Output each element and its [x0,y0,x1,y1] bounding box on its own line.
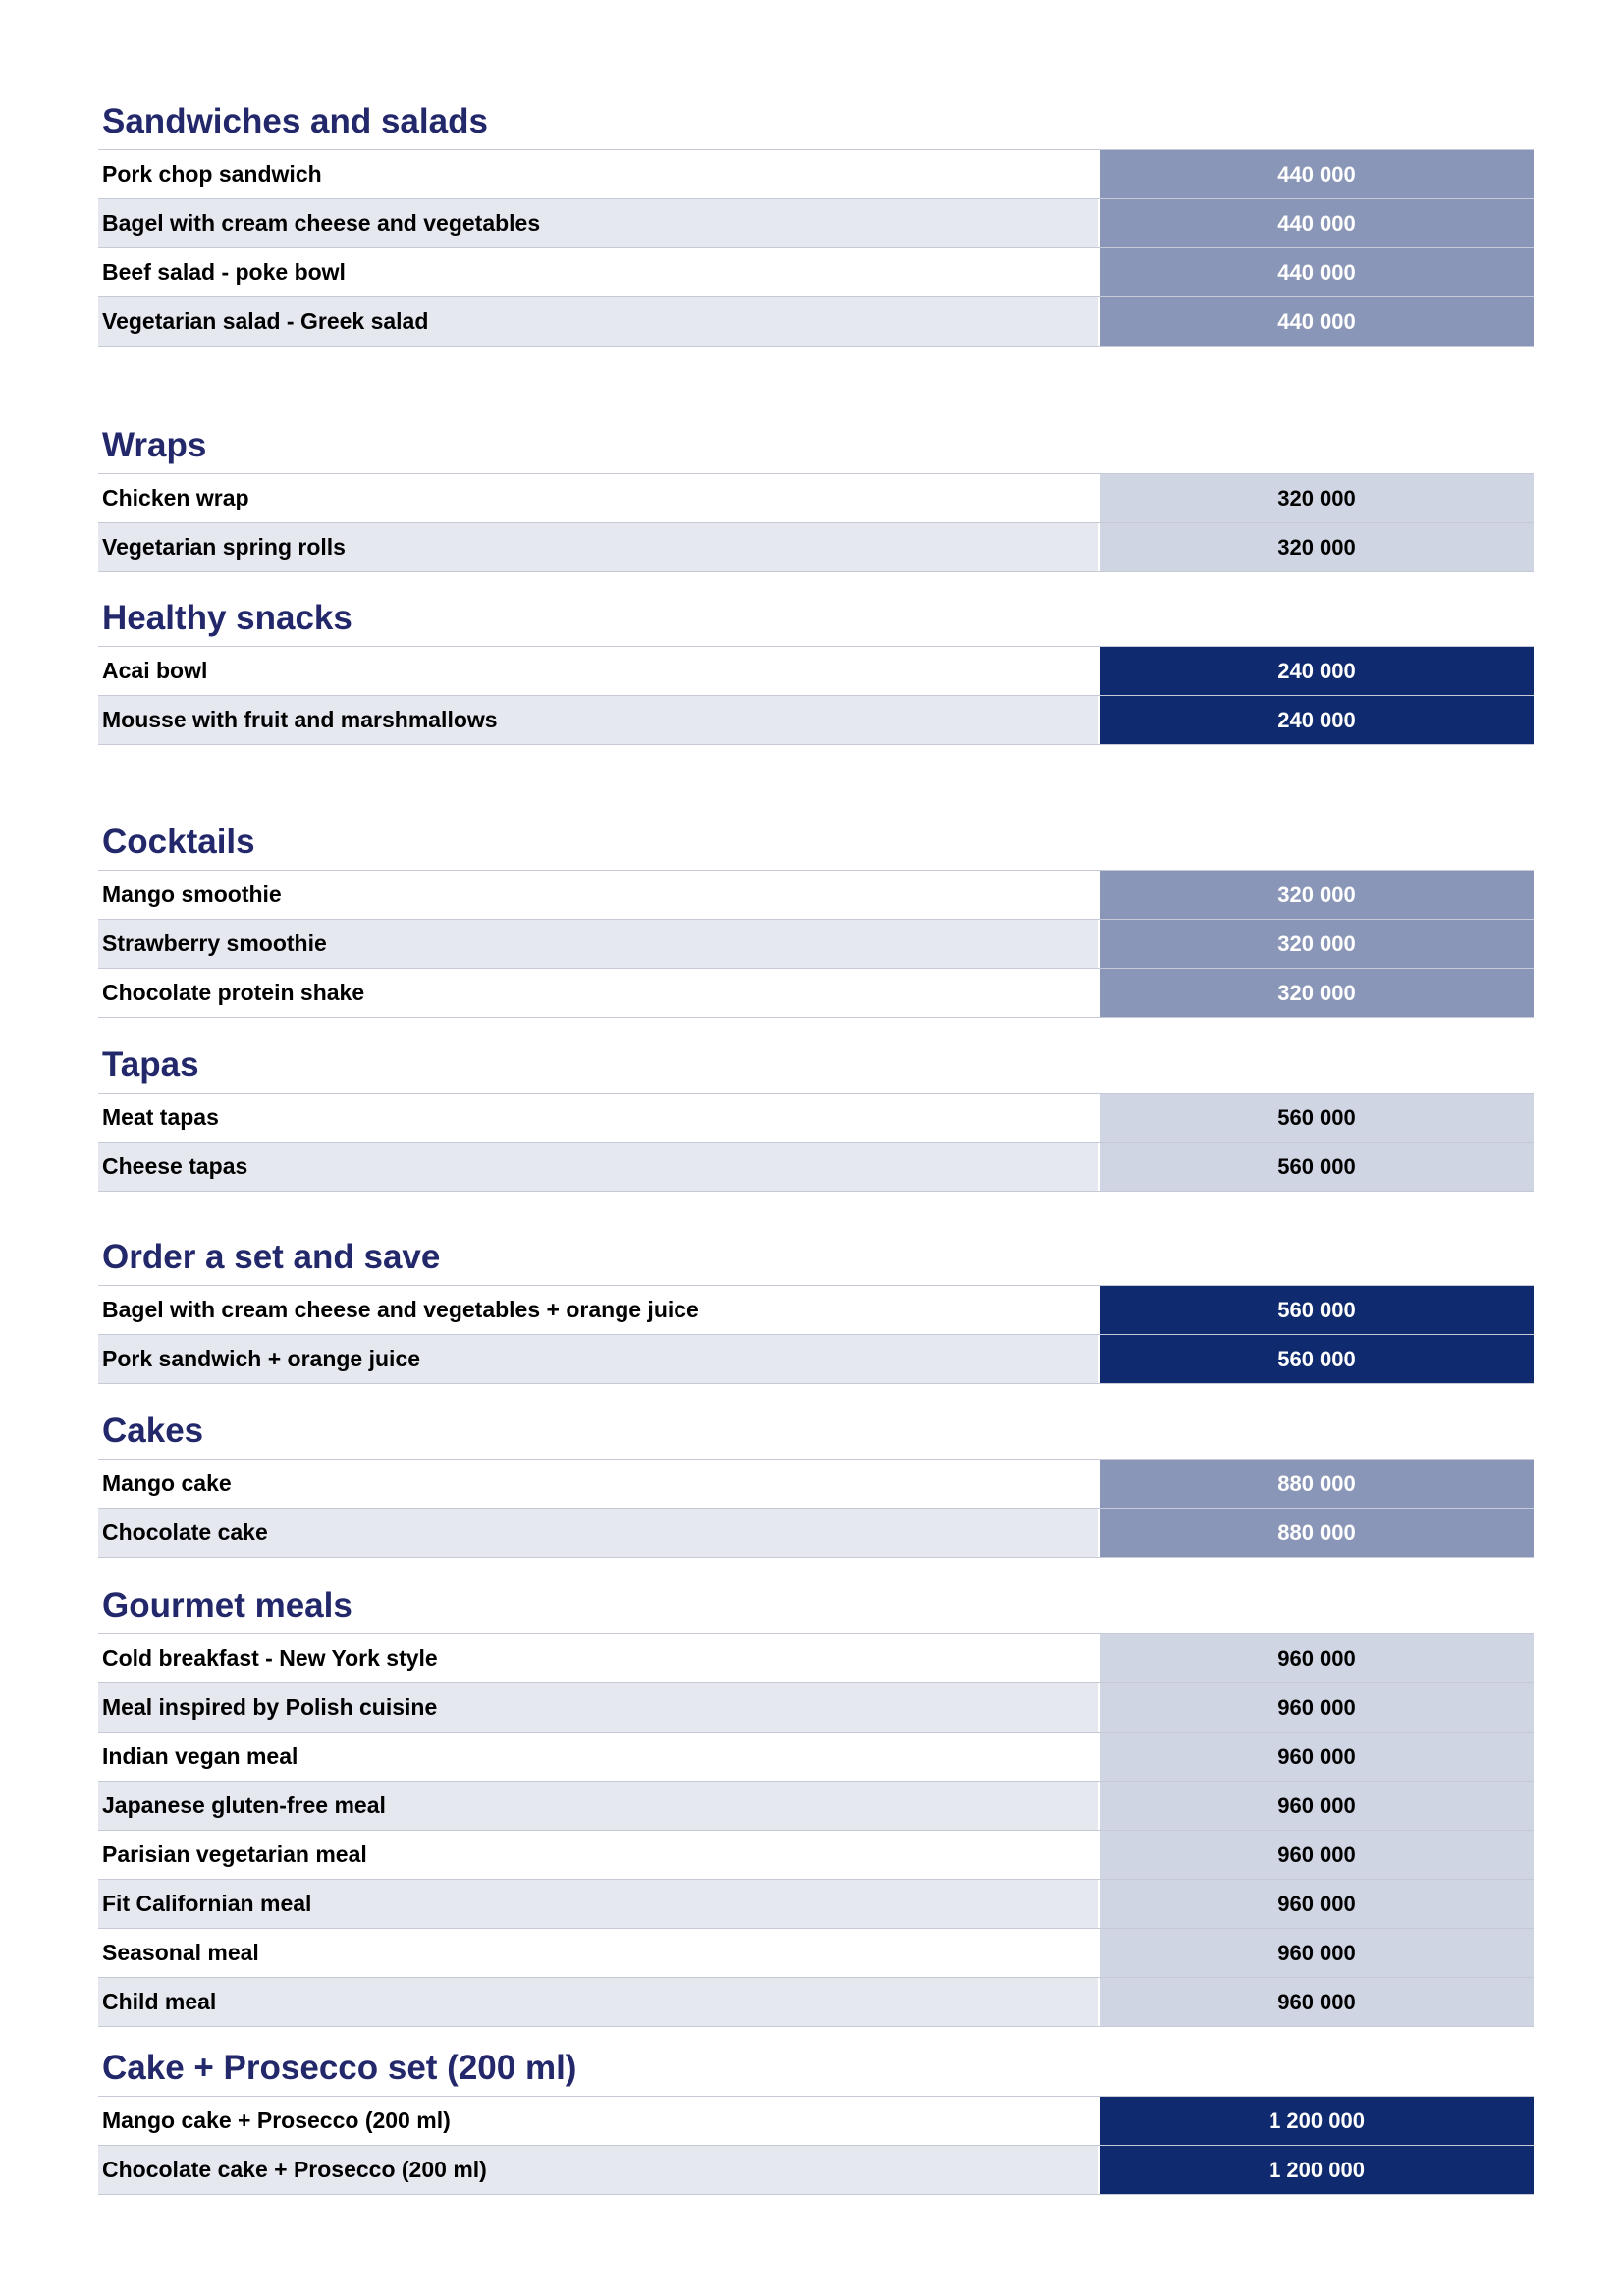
item-price: 880 000 [1100,1509,1534,1557]
section-title: Cocktails [102,823,255,861]
item-name: Vegetarian salad - Greek salad [98,297,1100,346]
item-price: 960 000 [1100,1634,1534,1682]
item-name: Chicken wrap [98,474,1100,522]
item-name: Chocolate protein shake [98,969,1100,1017]
item-price: 960 000 [1100,1831,1534,1879]
item-name: Mango cake [98,1460,1100,1508]
item-price: 960 000 [1100,1880,1534,1928]
item-price: 440 000 [1100,150,1534,198]
menu-table [98,870,1534,1018]
item-name: Bagel with cream cheese and vegetables [98,199,1100,247]
item-name: Pork chop sandwich [98,150,1100,198]
item-price: 1 200 000 [1100,2146,1534,2194]
menu-table [98,1633,1534,2027]
menu-row [98,696,1534,745]
menu-row [98,1782,1534,1831]
menu-row [98,523,1534,572]
section-title: Sandwiches and salads [102,102,488,140]
menu-table [98,2096,1534,2195]
item-name: Parisian vegetarian meal [98,1831,1100,1879]
menu-row [98,1634,1534,1683]
menu-table [98,473,1534,572]
item-price: 960 000 [1100,1929,1534,1977]
menu-row [98,1978,1534,2027]
item-name: Japanese gluten-free meal [98,1782,1100,1830]
menu-row [98,871,1534,920]
item-price: 960 000 [1100,1733,1534,1781]
item-name: Pork sandwich + orange juice [98,1335,1100,1383]
item-price: 240 000 [1100,647,1534,695]
item-name: Acai bowl [98,647,1100,695]
item-name: Mousse with fruit and marshmallows [98,696,1100,744]
item-price: 320 000 [1100,474,1534,522]
item-name: Fit Californian meal [98,1880,1100,1928]
section-title: Tapas [102,1045,199,1084]
section-title: Healthy snacks [102,599,352,637]
item-price: 320 000 [1100,969,1534,1017]
item-name: Vegetarian spring rolls [98,523,1100,571]
menu-row [98,2097,1534,2146]
section-title: Cake + Prosecco set (200 ml) [102,2049,577,2087]
menu-row [98,2146,1534,2195]
menu-table [98,646,1534,745]
item-name: Mango smoothie [98,871,1100,919]
menu-row [98,1733,1534,1782]
item-name: Meat tapas [98,1094,1100,1142]
menu-row [98,1683,1534,1733]
menu-table [98,1093,1534,1192]
item-name: Cheese tapas [98,1143,1100,1191]
item-price: 440 000 [1100,248,1534,296]
item-price: 320 000 [1100,920,1534,968]
item-price: 560 000 [1100,1094,1534,1142]
item-name: Bagel with cream cheese and vegetables + orange juice [98,1286,1100,1334]
item-price: 880 000 [1100,1460,1534,1508]
item-price: 320 000 [1100,871,1534,919]
section-title: Cakes [102,1412,204,1450]
item-name: Mango cake + Prosecco (200 ml) [98,2097,1100,2145]
item-price: 440 000 [1100,297,1534,346]
item-price: 960 000 [1100,1683,1534,1732]
item-price: 960 000 [1100,1782,1534,1830]
item-name: Child meal [98,1978,1100,2026]
item-name: Seasonal meal [98,1929,1100,1977]
menu-row [98,1286,1534,1335]
item-price: 1 200 000 [1100,2097,1534,2145]
menu-row [98,297,1534,347]
menu-row [98,1929,1534,1978]
section-title: Wraps [102,426,207,464]
menu-row [98,1880,1534,1929]
menu-row [98,474,1534,523]
section-title: Order a set and save [102,1238,441,1276]
item-name: Cold breakfast - New York style [98,1634,1100,1682]
item-price: 560 000 [1100,1335,1534,1383]
item-price: 560 000 [1100,1143,1534,1191]
item-price: 960 000 [1100,1978,1534,2026]
menu-row [98,1094,1534,1143]
menu-row [98,1460,1534,1509]
menu-table [98,1285,1534,1384]
menu-row [98,920,1534,969]
menu-table [98,149,1534,347]
menu-row [98,1143,1534,1192]
item-name: Strawberry smoothie [98,920,1100,968]
item-name: Indian vegan meal [98,1733,1100,1781]
item-price: 440 000 [1100,199,1534,247]
menu-table [98,1459,1534,1558]
menu-row [98,1335,1534,1384]
item-price: 560 000 [1100,1286,1534,1334]
menu-row [98,1831,1534,1880]
menu-row [98,150,1534,199]
section-title: Gourmet meals [102,1586,352,1625]
menu-row [98,969,1534,1018]
menu-row [98,199,1534,248]
menu-row [98,647,1534,696]
menu-row [98,1509,1534,1558]
item-price: 240 000 [1100,696,1534,744]
item-name: Meal inspired by Polish cuisine [98,1683,1100,1732]
item-name: Chocolate cake [98,1509,1100,1557]
item-name: Beef salad - poke bowl [98,248,1100,296]
menu-row [98,248,1534,297]
item-price: 320 000 [1100,523,1534,571]
item-name: Chocolate cake + Prosecco (200 ml) [98,2146,1100,2194]
